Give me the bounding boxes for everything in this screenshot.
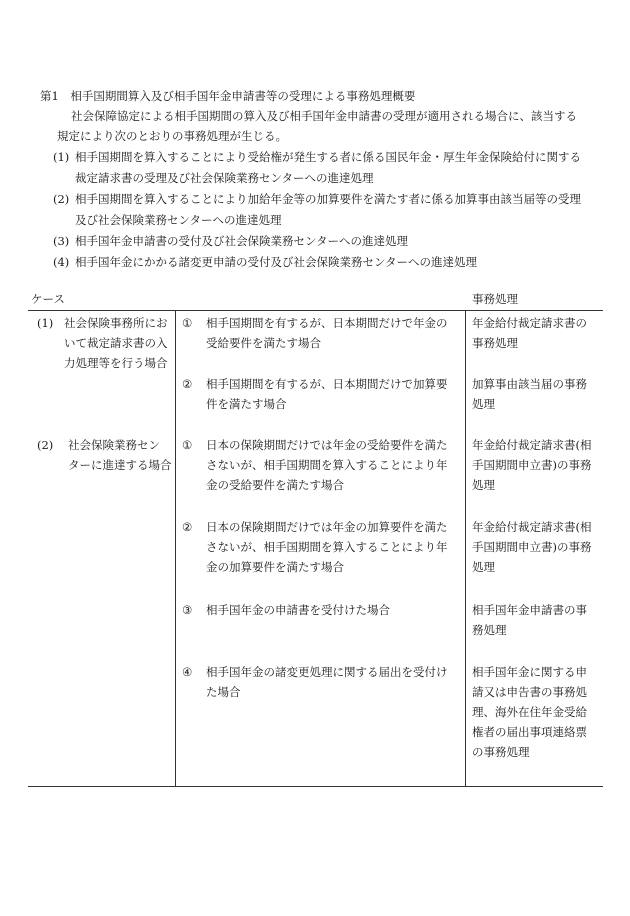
item-number: (1) (53, 150, 70, 164)
row-number: ① (182, 316, 193, 330)
row-processing (472, 600, 587, 640)
condition-line: 相手国期間を有するが、日本期間だけで年金の (206, 316, 448, 330)
row-processing (472, 435, 592, 495)
row-processing (472, 662, 587, 762)
condition-line: 日本の保険期間だけでは年金の加算要件を満た (206, 520, 448, 534)
condition-line: 日本の保険期間だけでは年金の受給要件を満た (206, 438, 448, 452)
intro-line-2: 規定により次のとおりの事務処理が生じる。 (57, 129, 287, 143)
case-line: 力処理等を行う場合 (64, 356, 168, 370)
row-condition (206, 517, 448, 577)
processing-line: 手国期間申立書)の事務 (472, 458, 592, 472)
item-text: 相手国年金申請書の受付及び社会保険業務センターへの進達処理 (75, 234, 409, 248)
processing-line: 加算事由該当届の事務 (472, 377, 587, 391)
processing-line: 務処理 (472, 623, 507, 637)
processing-line: 理、海外在住年金受給 (472, 705, 587, 719)
case-group-number: (1) (37, 316, 54, 330)
intro-line-1: 社会保障協定による相手国期間の算入及び相手国年金申請書の受理が適用される場合に、該当する (71, 109, 577, 123)
case-group-number: (2) (37, 438, 54, 452)
condition-line: さないが、相手国期間を算入することにより年 (206, 458, 448, 472)
condition-line: 相手国期間を有するが、日本期間だけで加算要 (206, 377, 448, 391)
item-number: (2) (53, 192, 70, 206)
processing-line: 処理 (472, 560, 495, 574)
processing-line: 手国期間申立書)の事務 (472, 540, 592, 554)
condition-line: さないが、相手国期間を算入することにより年 (206, 540, 448, 554)
processing-line: 事務処理 (472, 336, 518, 350)
row-condition (206, 600, 390, 620)
condition-line: 受給要件を満たす場合 (206, 336, 321, 350)
condition-line: 金の加算要件を満たす場合 (206, 560, 344, 574)
row-number: ③ (182, 603, 193, 617)
row-condition (206, 374, 448, 414)
row-condition (206, 313, 448, 353)
row-condition (206, 435, 448, 495)
processing-line: 処理 (472, 478, 495, 492)
condition-line: 金の受給要件を満たす場合 (206, 478, 344, 492)
condition-line: 件を満たす場合 (206, 397, 287, 411)
processing-line: 権者の届出事項連絡票 (472, 725, 587, 739)
table-divider (175, 310, 176, 786)
item-number: (4) (53, 255, 70, 269)
condition-line: 相手国年金の申請書を受付けた場合 (206, 603, 390, 617)
processing-line: 年金給付裁定請求書(相 (472, 520, 592, 534)
row-processing (472, 517, 592, 577)
row-condition (206, 662, 448, 702)
row-processing (472, 313, 587, 353)
row-number: ④ (182, 665, 193, 679)
table-divider (465, 310, 466, 786)
case-line: いて裁定請求書の入 (64, 336, 168, 350)
item-text: 裁定請求書の受理及び社会保険業務センターへの進達処理 (75, 171, 374, 185)
case-line: 社会保険業務セン (68, 438, 160, 452)
item-text: 相手国期間を算入することにより受給権が発生する者に係る国民年金・厚生年金保険給付に関する (75, 150, 581, 164)
row-number: ② (182, 520, 193, 534)
item-text: 及び社会保険業務センターへの進達処理 (75, 213, 282, 227)
processing-line: 処理 (472, 397, 495, 411)
item-text: 相手国期間を算入することにより加給年金等の加算要件を満たす者に係る加算事由該当届等の受理 (75, 192, 581, 206)
condition-line: た場合 (206, 685, 241, 699)
row-number: ② (182, 377, 193, 391)
processing-line: 相手国年金に関する申 (472, 665, 587, 679)
row-processing (472, 374, 587, 414)
case-group-text (64, 313, 168, 373)
header-case: ケース (31, 292, 65, 306)
row-number: ① (182, 438, 193, 452)
section-heading: 第1 相手国期間算入及び相手国年金申請書等の受理による事務処理概要 (40, 89, 416, 103)
item-text: 相手国年金にかかる諸変更申請の受付及び社会保険業務センターへの進達処理 (75, 255, 478, 269)
case-group-text (68, 435, 172, 475)
processing-line: 請又は申告書の事務処 (472, 685, 587, 699)
condition-line: 相手国年金の諸変更処理に関する届出を受付け (206, 665, 448, 679)
case-line: 社会保険事務所にお (64, 316, 168, 330)
processing-line: 年金給付裁定請求書(相 (472, 438, 592, 452)
processing-line: 年金給付裁定請求書の (472, 316, 587, 330)
header-processing: 事務処理 (472, 292, 518, 306)
processing-line: の事務処理 (472, 745, 530, 759)
table-top-rule (28, 310, 603, 311)
processing-line: 相手国年金申請書の事 (472, 603, 587, 617)
case-line: ターに進達する場合 (68, 458, 172, 472)
item-number: (3) (53, 234, 70, 248)
table-bottom-rule (28, 786, 603, 787)
